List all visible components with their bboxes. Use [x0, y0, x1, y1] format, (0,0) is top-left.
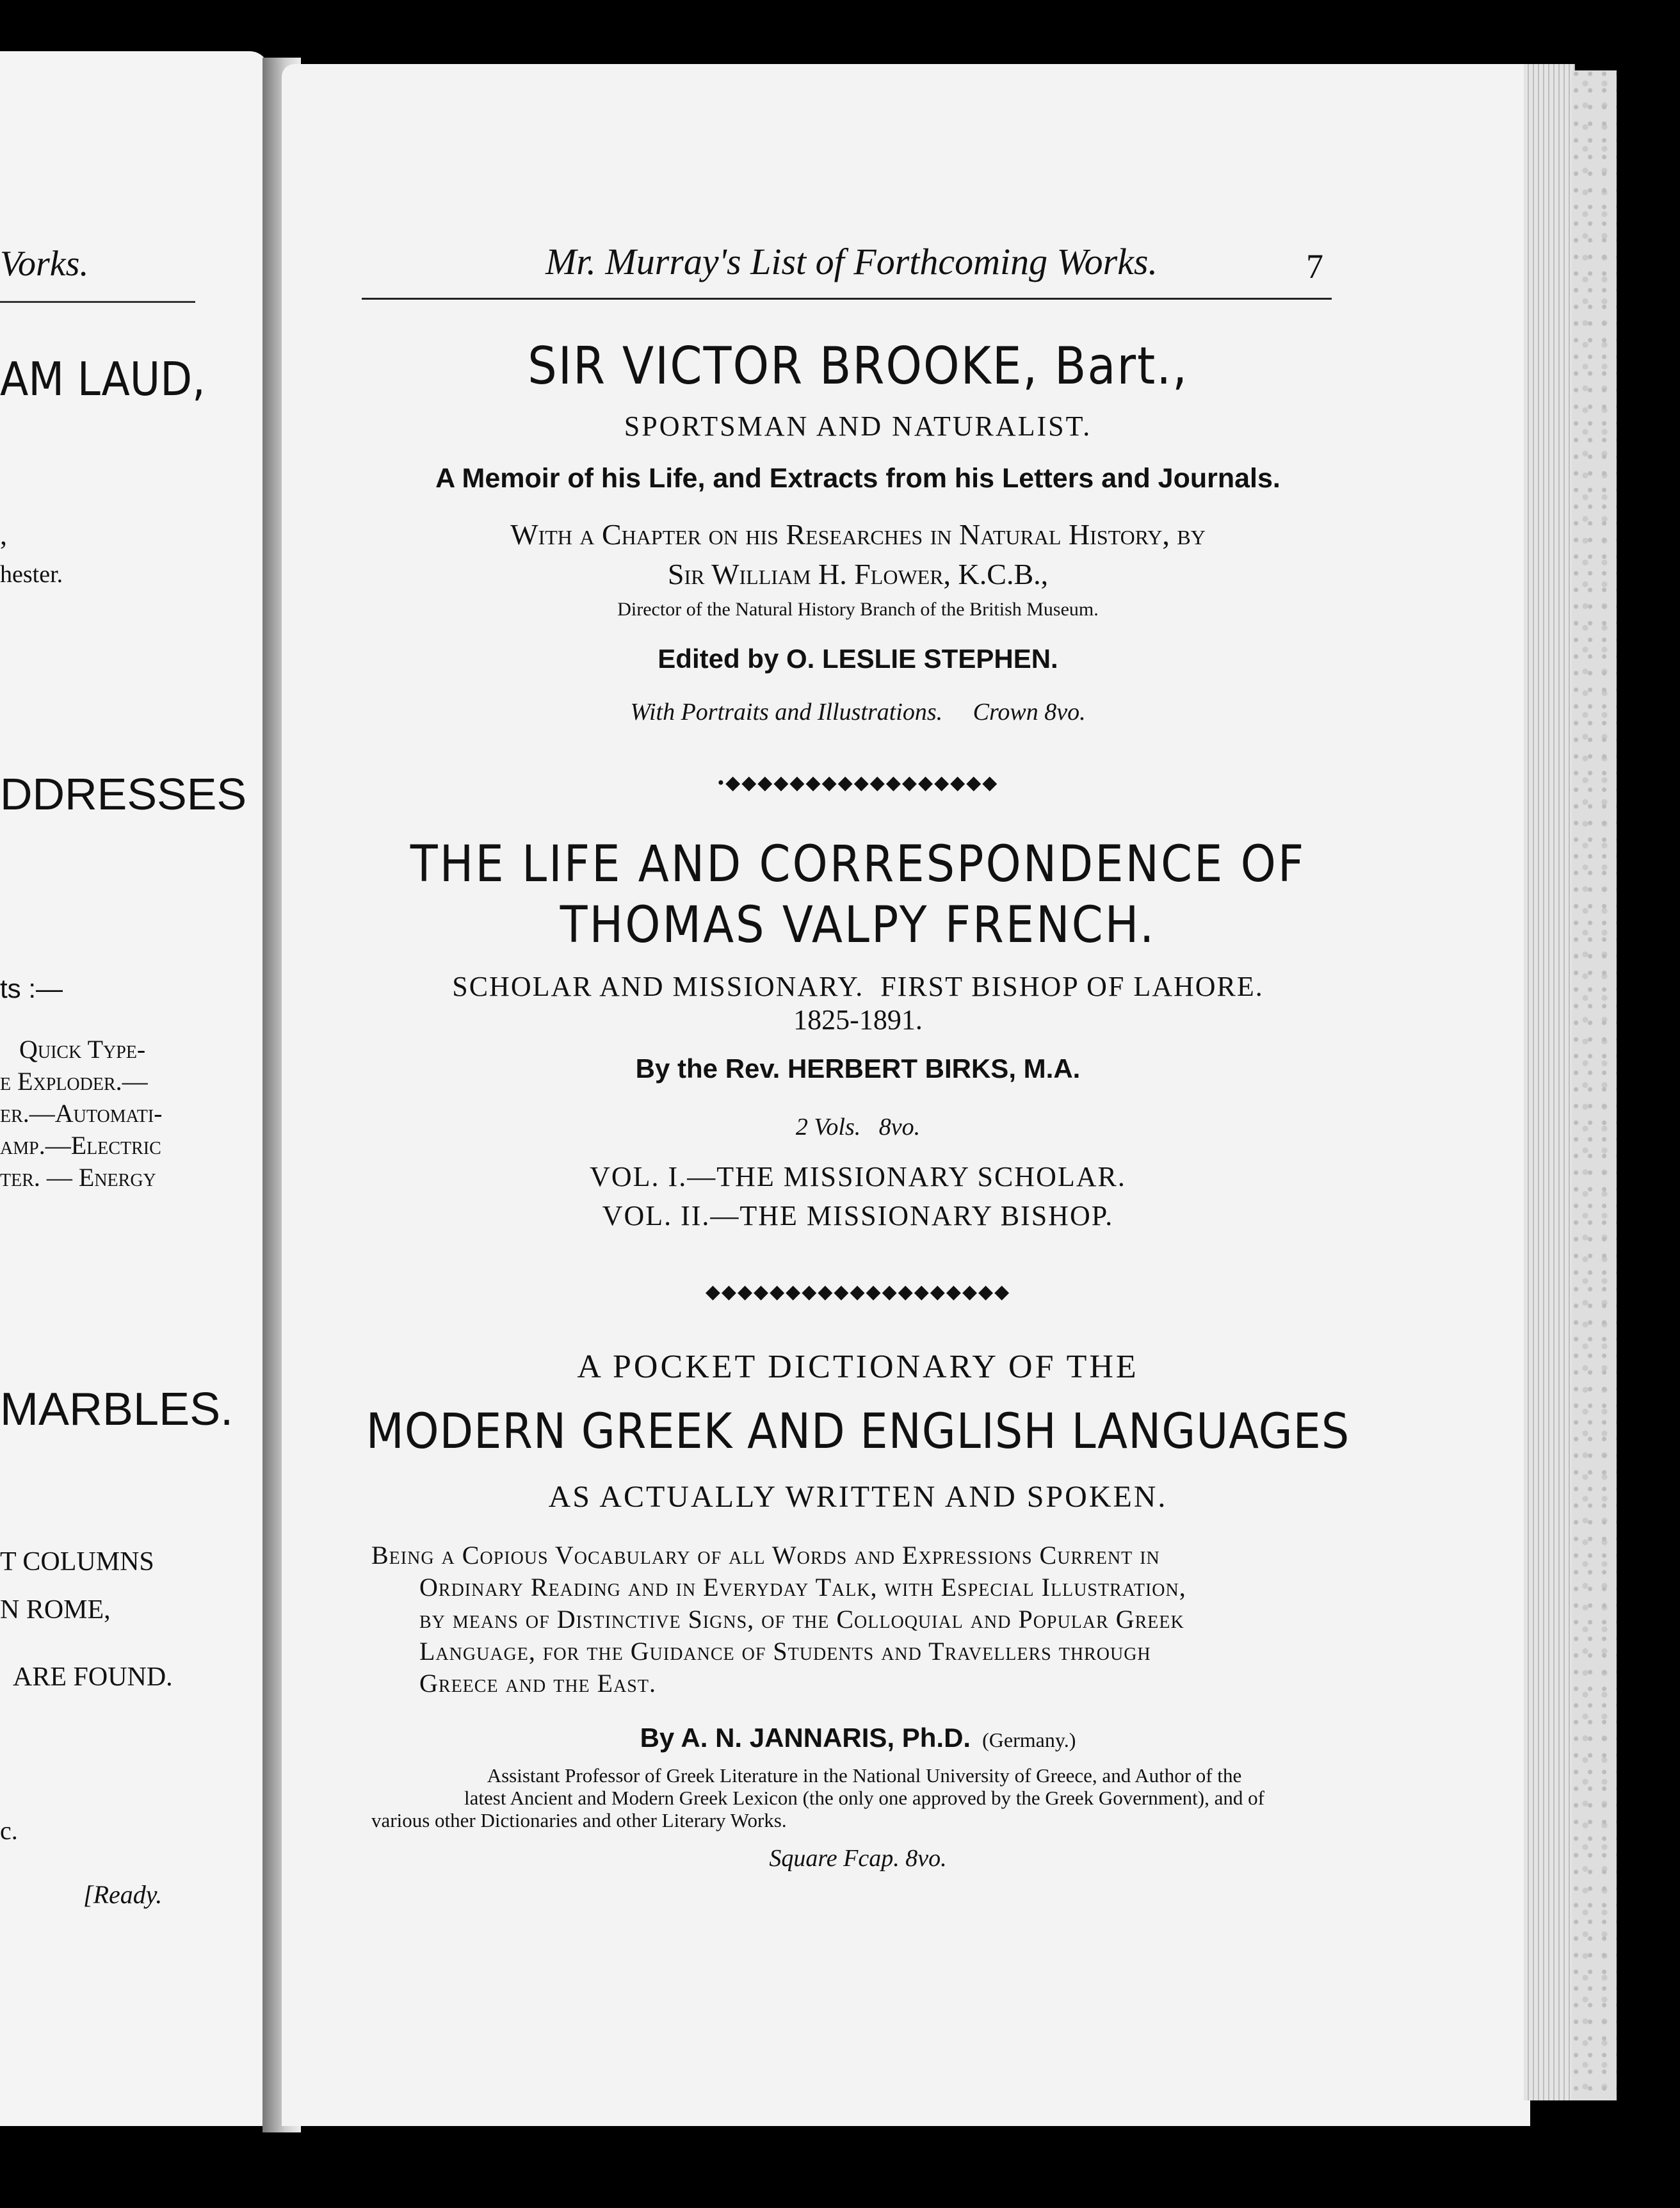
separator-1: •◆◆◆◆◆◆◆◆◆◆◆◆◆◆◆◆◆: [717, 772, 999, 793]
entry2-subtitle: SCHOLAR AND MISSIONARY. FIRST BISHOP OF LAHORE.: [452, 971, 1264, 1002]
entry3-description-line: Greece and the East.: [419, 1669, 656, 1698]
entry2-format: 2 Vols. 8vo.: [795, 1114, 921, 1141]
entry2-title-line2: THOMAS VALPY FRENCH.: [560, 897, 1156, 954]
entry1-title: SIR VICTOR BROOKE, Bart.,: [528, 336, 1188, 396]
entry3-format: Square Fcap. 8vo.: [769, 1845, 947, 1872]
left-line: er.—Automati-: [0, 1099, 163, 1128]
entry3-author: By A. N. JANNARIS, Ph.D.: [640, 1723, 971, 1753]
running-title: Mr. Murray's List of Forthcoming Works.: [545, 241, 1158, 282]
entry1-description: A Memoir of his Life, and Extracts from his Letters and Journals.: [435, 463, 1280, 494]
left-line: hester.: [0, 561, 63, 588]
left-line: DDRESSES: [0, 769, 247, 819]
entry3-credentials-line: latest Ancient and Modern Greek Lexicon (the only one approved by the Greek Government), and of: [464, 1787, 1264, 1809]
entry3-author-line: [346, 1723, 1370, 1753]
entry3-description-line: Ordinary Reading and in Everyday Talk, with Especial Illustration,: [419, 1573, 1186, 1602]
entry2-title-line1: THE LIFE AND CORRESPONDENCE OF: [410, 836, 1306, 893]
entry2-vol1: VOL. I.—THE MISSIONARY SCHOLAR.: [590, 1161, 1126, 1192]
left-line: ,: [0, 519, 7, 551]
entry1-chapter-line2: Sir William H. Flower, K.C.B.,: [667, 558, 1049, 590]
entry3-title-line1: A POCKET DICTIONARY OF THE: [577, 1349, 1139, 1385]
left-line: MARBLES.: [0, 1384, 234, 1435]
left-line: amp.—Electric: [0, 1131, 161, 1160]
entry3-credentials-line: various other Dictionaries and other Literary Works.: [371, 1809, 787, 1831]
entry1-chapter-line1: With a Chapter on his Researches in Natural History, by: [510, 518, 1206, 551]
separator-2: ◆◆◆◆◆◆◆◆◆◆◆◆◆◆◆◆◆◆◆: [705, 1281, 1011, 1303]
entry3-description-line: Being a Copious Vocabulary of all Words and Expressions Current in: [371, 1541, 1160, 1570]
entry3-credentials-line: Assistant Professor of Greek Literature in the National University of Greece, and Author of the: [487, 1764, 1242, 1787]
page-edges: [1524, 64, 1575, 2100]
left-line: N ROME,: [0, 1595, 111, 1625]
left-line: ARE FOUND.: [13, 1662, 173, 1692]
marbled-edge: [1572, 70, 1617, 2100]
left-line: ter. — Energy: [0, 1163, 156, 1192]
left-line: e Exploder.—: [0, 1067, 148, 1096]
left-line: ts :—: [0, 973, 63, 1003]
entry1-editor: Edited by O. LESLIE STEPHEN.: [658, 644, 1058, 674]
left-line: Vorks.: [0, 244, 89, 284]
left-line: T COLUMNS: [0, 1547, 154, 1577]
entry1-format: With Portraits and Illustrations. Crown 8vo.: [630, 699, 1086, 726]
entry3-subtitle: AS ACTUALLY WRITTEN AND SPOKEN.: [548, 1480, 1168, 1514]
left-line: [Ready.: [83, 1880, 163, 1909]
entry2-author: By the Rev. HERBERT BIRKS, M.A.: [635, 1053, 1081, 1084]
page-number: 7: [1306, 247, 1323, 286]
entry3-title-line2: MODERN GREEK AND ENGLISH LANGUAGES: [366, 1402, 1350, 1459]
entry3-author-note: (Germany.): [982, 1728, 1076, 1751]
header-rule: [362, 298, 1332, 300]
left-header-rule: [0, 301, 195, 303]
entry1-director: Director of the Natural History Branch of the British Museum.: [617, 599, 1099, 620]
left-line: c.: [0, 1816, 18, 1845]
left-page-fragment: [0, 51, 269, 2126]
entry1-subtitle: SPORTSMAN AND NATURALIST.: [624, 410, 1092, 442]
entry2-vol2: VOL. II.—THE MISSIONARY BISHOP.: [602, 1200, 1114, 1231]
left-line: AM LAUD,: [0, 352, 206, 406]
entry2-years: 1825-1891.: [793, 1004, 923, 1035]
entry3-description-line: Language, for the Guidance of Students and Travellers through: [419, 1637, 1151, 1666]
entry3-description-line: by means of Distinctive Signs, of the Colloquial and Popular Greek: [419, 1605, 1184, 1634]
left-line: Quick Type-: [19, 1035, 146, 1064]
